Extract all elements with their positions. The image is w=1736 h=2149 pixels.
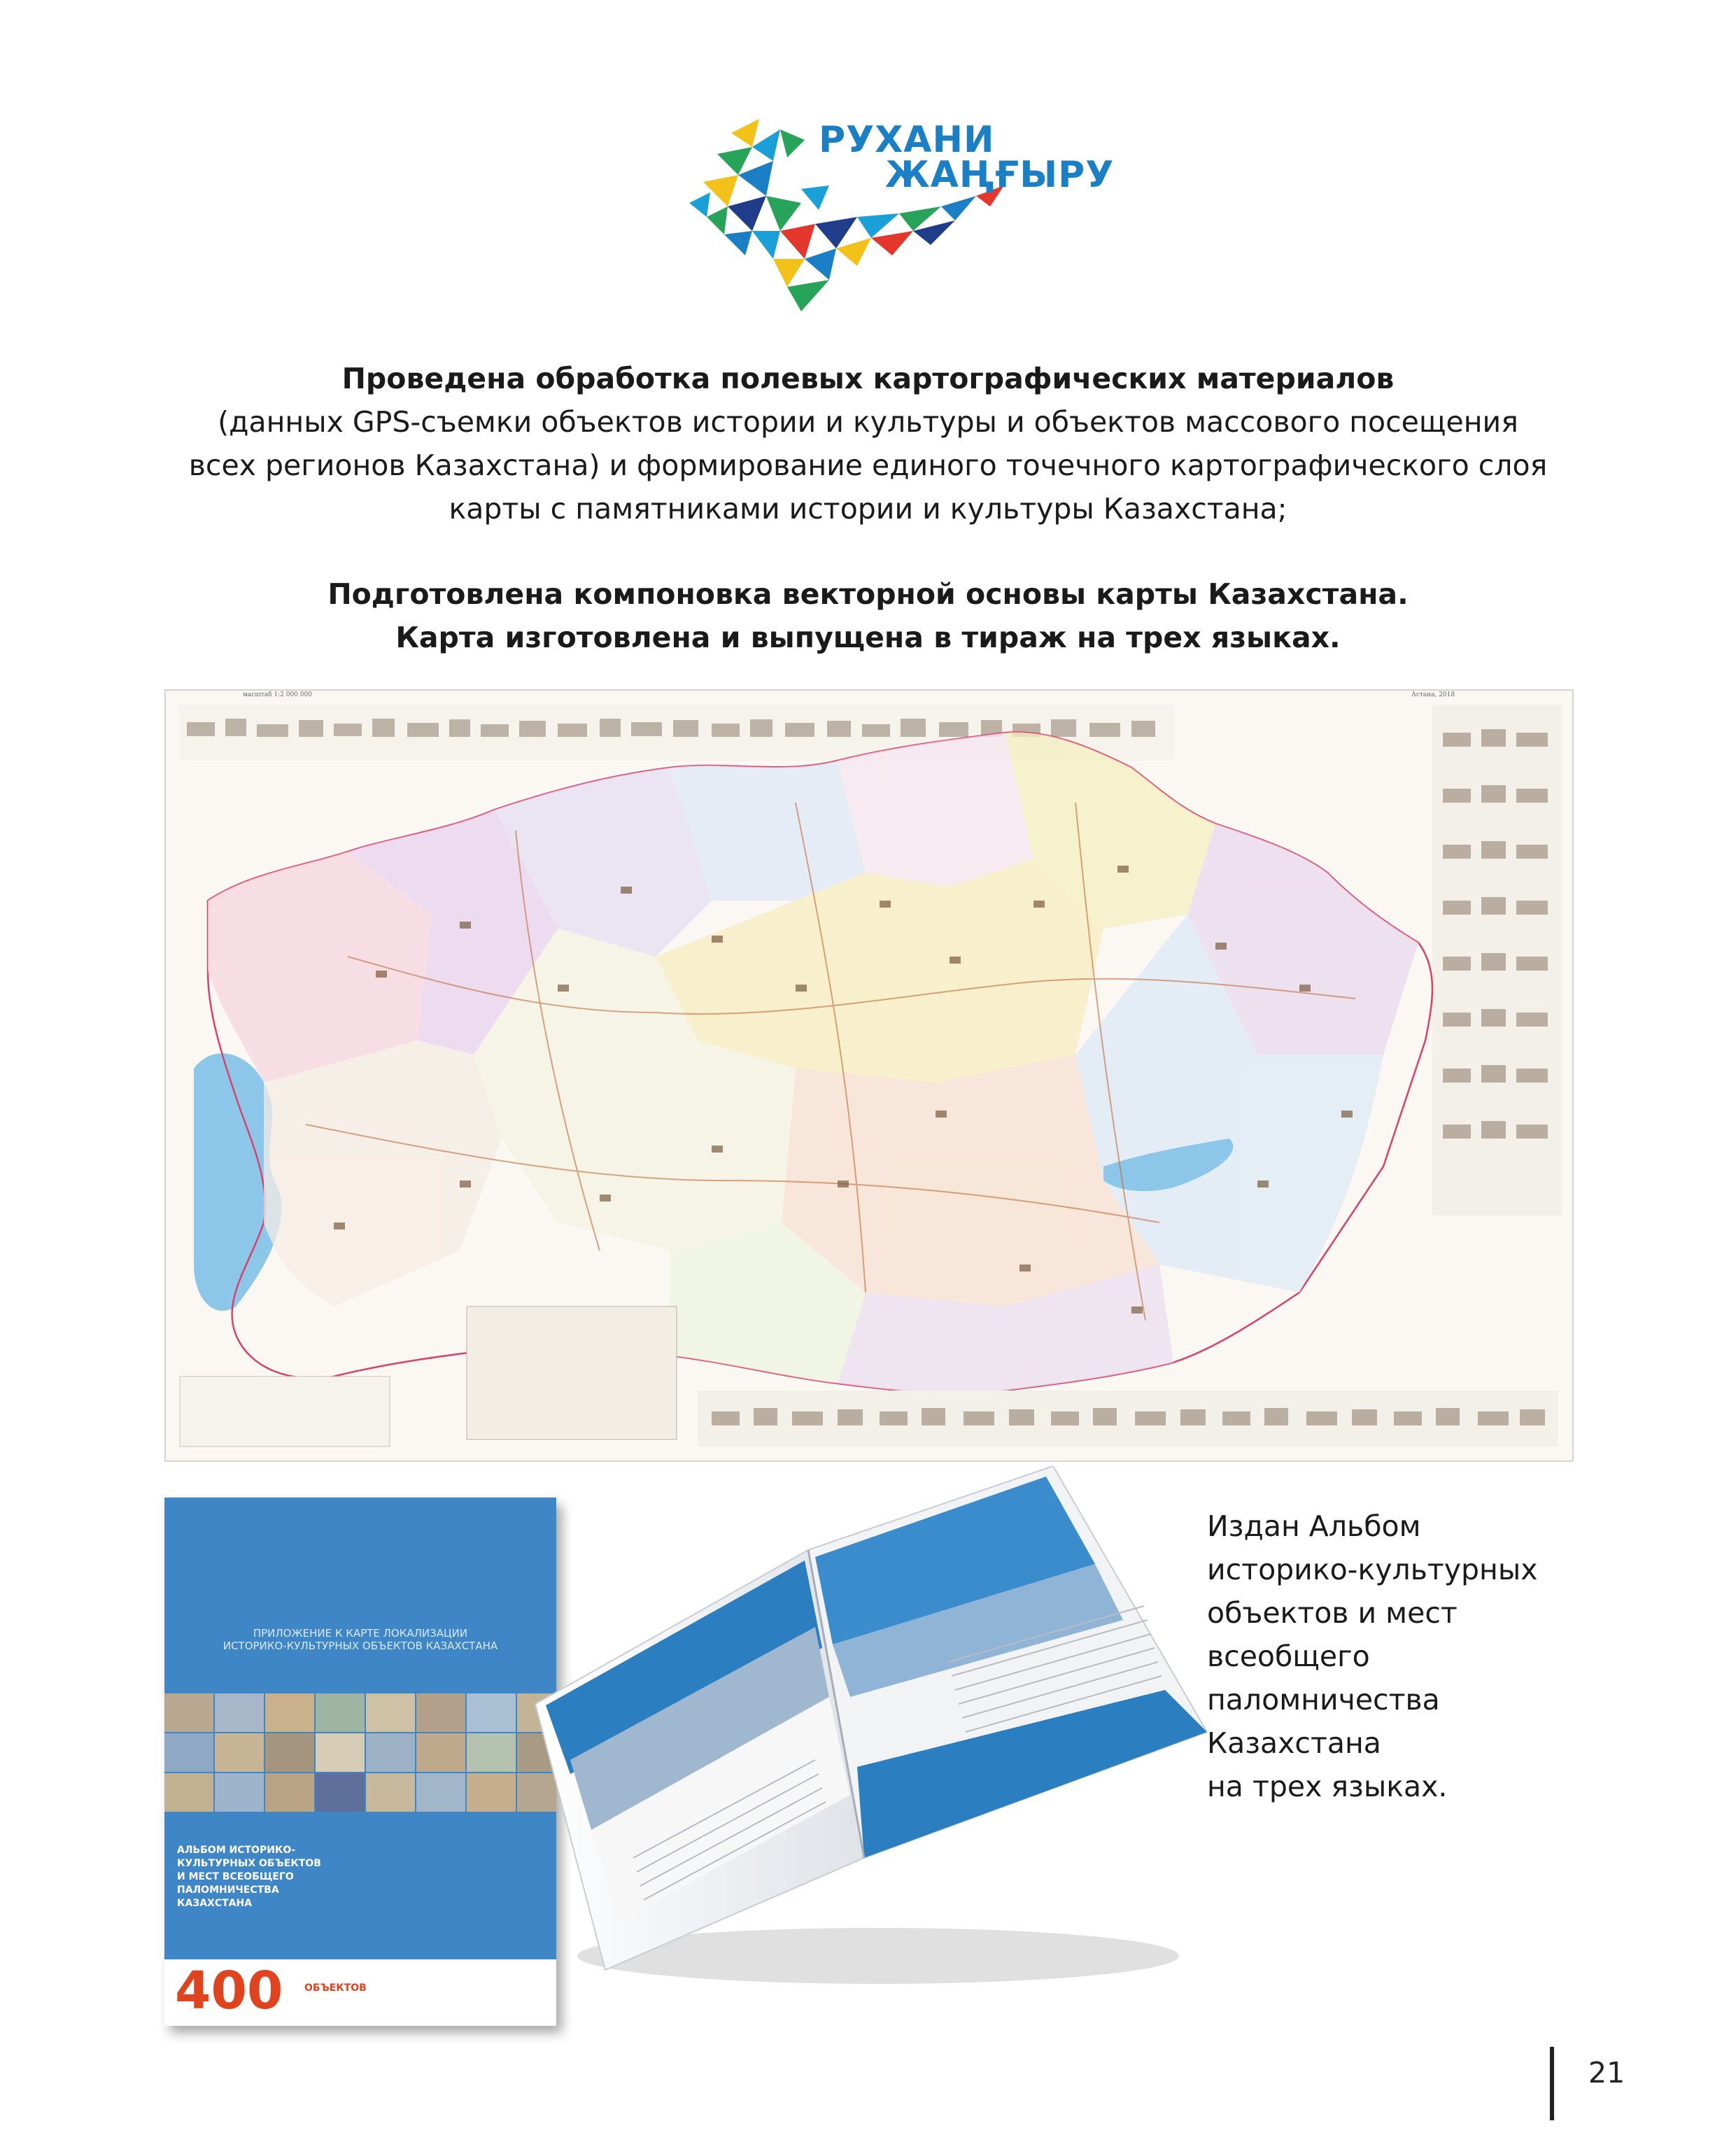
inset-map [467,1306,677,1439]
album-open-spread [514,1466,1207,1998]
cover-subtitle-line-1: ПРИЛОЖЕНИЕ К КАРТЕ ЛОКАЛИЗАЦИИ [253,1627,468,1640]
intro-line-1: (данных GPS-съемки объектов истории и культуры и объектов массового посещения [218,405,1518,439]
cover-title-line-5: КАЗАХСТАНА [177,1898,253,1909]
monument-thumbnails-right [1432,705,1562,1216]
cover-title-line-1: АЛЬБОМ ИСТОРИКО- [177,1845,296,1856]
monument-thumbnails-bottom [698,1390,1558,1446]
cover-object-count: 400 [175,1961,283,2021]
page-number: 21 [1588,2056,1625,2090]
map-scale-label: масштаб 1:2 000 000 [243,691,312,698]
album-cover [164,1498,556,2026]
cover-title [177,1844,408,1910]
page-number-divider [1550,2047,1554,2120]
cover-title-line-2: КУЛЬТУРНЫХ ОБЪЕКТОВ [177,1858,321,1869]
album-caption-line-4: всеобщего [1207,1640,1370,1673]
intro-heading: Проведена обработка полевых картографических материалов [341,362,1395,395]
intro-line-3: карты с памятниками истории и культуры Казахстана; [449,492,1287,526]
map-place-year: Астана, 2018 [1411,691,1455,698]
map-statement-line-2: Карта изготовлена и выпущена в тираж на трех языках. [395,621,1341,654]
album-caption-line-5: паломничества [1207,1683,1440,1717]
map-statement-line-1: Подготовлена компоновка векторной основы карты Казахстана. [327,577,1409,611]
kazakhstan-heritage-map [164,689,1574,1462]
cover-title-line-3: И МЕСТ ВСЕОБЩЕГО [177,1871,294,1882]
cover-title-line-4: ПАЛОМНИЧЕСТВА [177,1884,279,1896]
map-legend [180,1376,390,1446]
cover-subtitle [164,1627,556,1655]
cover-subtitle-line-2: ИСТОРИКО-КУЛЬТУРНЫХ ОБЪЕКТОВ КАЗАХСТАНА [223,1640,498,1652]
album-caption-line-3: объектов и мест [1207,1596,1458,1630]
intro-line-2: всех регионов Казахстана) и формирование единого точечного картографического слоя [188,449,1548,482]
album-caption-line-7: на трех языках. [1207,1770,1448,1803]
cover-object-count-label: ОБЪЕКТОВ [304,1982,367,1994]
logo-title-line1: РУХАНИ [819,119,995,161]
album-caption-line-6: Казахстана [1207,1726,1381,1760]
album-caption-line-1: Издан Альбом [1207,1509,1421,1543]
album-caption [1207,1505,1571,1808]
album-caption-line-2: историко-культурных [1207,1553,1538,1586]
logo-title-line2: ЖАҢҒЫРУ [885,154,1115,196]
